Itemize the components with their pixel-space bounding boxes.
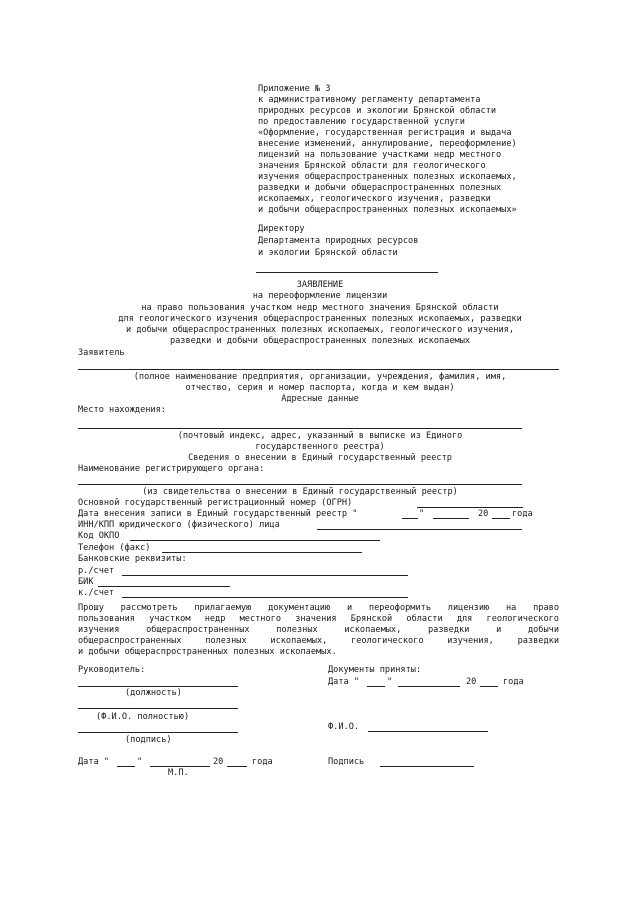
date-right-suffix: года <box>503 677 524 687</box>
heading-line: на право пользования участком недр местного значения Брянской области <box>141 303 499 313</box>
request-line: общераспространенных полезных ископаемых, геологического изучения, разведки <box>78 636 559 646</box>
position-field[interactable] <box>78 686 238 687</box>
date-right-month-field[interactable] <box>398 686 460 687</box>
signature-hint: (подпись) <box>125 735 172 745</box>
record-date-year-field[interactable] <box>492 518 510 519</box>
record-date-label: Дата внесения записи в Единый государственный реестр " <box>78 509 358 519</box>
date-left-quote: " <box>137 757 143 767</box>
addressee-line: Департамента природных ресурсов <box>258 236 419 246</box>
document-title: ЗАЯВЛЕНИЕ <box>296 280 344 290</box>
heading-line: на переоформление лицензии <box>252 291 388 301</box>
record-date-suffix: года <box>512 509 533 519</box>
record-date-day-field[interactable] <box>402 518 418 519</box>
date-right-prefix: Дата " <box>328 677 360 687</box>
addressee-line: Директору <box>258 224 305 234</box>
sign-right-field[interactable] <box>380 766 474 767</box>
phone-field[interactable] <box>162 552 362 553</box>
okpo-label: Код ОКПО <box>78 531 120 541</box>
date-right-day-field[interactable] <box>367 686 385 687</box>
phone-label: Телефон (факс) <box>78 543 151 553</box>
ogrn-label: Основной государственный регистрационный номер (ОГРН) <box>78 498 353 508</box>
head-label: Руководитель: <box>78 665 146 675</box>
position-hint: (должность) <box>125 688 182 698</box>
location-label: Место нахождения: <box>78 405 166 415</box>
corr-account-field[interactable] <box>122 597 408 598</box>
location-hint: государственного реестра) <box>255 442 385 452</box>
heading-line: разведки и добычи общераспространенных полезных ископаемых <box>169 336 471 346</box>
heading-line: и добычи общераспространенных полезных ископаемых, геологического изучения, <box>125 325 515 335</box>
location-hint: (почтовый индекс, адрес, указанный в выписке из Единого <box>177 431 463 441</box>
date-right-year-prefix: 20 <box>466 677 477 687</box>
date-right-year-field[interactable] <box>480 686 498 687</box>
bik-label: БИК <box>78 577 94 587</box>
registry-section-title: Сведения о внесении в Единый государственный реестр <box>188 453 452 463</box>
docs-accepted-label: Документы приняты: <box>328 665 422 675</box>
date-left-month-field[interactable] <box>150 766 210 767</box>
appendix-line: значения Брянской области для геологического <box>258 161 486 171</box>
appendix-line: внесение изменений, аннулирование, переоформление) <box>258 139 517 149</box>
date-left-prefix: Дата " <box>78 757 110 767</box>
okpo-field[interactable] <box>130 540 380 541</box>
request-line: изучения общераспространенных полезных ископаемых, разведки и добычи <box>78 625 559 635</box>
fio-right-field[interactable] <box>368 731 488 732</box>
addressee-line: и экологии Брянской области <box>258 248 398 258</box>
address-section-title: Адресные данные <box>281 394 359 404</box>
registry-hint: (из свидетельства о внесении в Единый государственный реестр) <box>142 487 458 497</box>
bik-field[interactable] <box>98 586 230 587</box>
date-left-suffix: года <box>252 757 273 767</box>
heading-line: для геологического изучения общераспространенных полезных ископаемых, разведки <box>118 314 522 324</box>
location-line[interactable] <box>78 428 522 429</box>
appendix-line: «Оформление, государственная регистрация и выдача <box>258 128 512 138</box>
fio-right-label: Ф.И.О. <box>328 722 360 732</box>
applicant-hint: отчество, серия и номер паспорта, когда и кем выдан) <box>185 383 455 393</box>
appendix-line: разведки и добычи общераспространенных полезных <box>258 183 502 193</box>
appendix-line: ископаемых, геологического изучения, разведки <box>258 194 491 204</box>
stamp-mark: М.П. <box>168 768 189 778</box>
date-left-day-field[interactable] <box>117 766 135 767</box>
appendix-line: по предоставлению государственной услуги <box>258 117 465 127</box>
appendix-title: Приложение № 3 <box>258 84 331 94</box>
corr-account-label: к./счет <box>78 588 115 598</box>
appendix-line: и добычи общераспространенных полезных ископаемых» <box>258 205 517 215</box>
inn-field[interactable] <box>317 529 522 530</box>
request-line: и добычи общераспространенных полезных ископаемых. <box>78 647 337 657</box>
sign-right-label: Подпись <box>328 757 365 767</box>
record-date-quote: " <box>419 509 425 519</box>
applicant-label: Заявитель <box>78 348 125 358</box>
ogrn-field[interactable] <box>417 507 523 508</box>
record-date-year-prefix: 20 <box>478 509 489 519</box>
applicant-hint: (полное наименование предприятия, организации, учреждения, фамилия, имя, <box>133 372 507 382</box>
signature-field[interactable] <box>78 732 238 733</box>
inn-label: ИНН/КПП юридического (физического) лица <box>78 520 280 530</box>
date-left-year-prefix: 20 <box>213 757 224 767</box>
record-date-month-field[interactable] <box>433 518 469 519</box>
appendix-line: изучения общераспространенных полезных ископаемых, <box>258 172 517 182</box>
bank-label: Банковские реквизиты: <box>78 554 187 564</box>
applicant-name-line[interactable] <box>78 369 559 370</box>
appendix-line: природных ресурсов и экологии Брянской области <box>258 106 496 116</box>
request-line: пользования участком недр местного значения Брянской области для геологического <box>78 614 559 624</box>
account-field[interactable] <box>122 575 408 576</box>
addressee-signature-line[interactable] <box>256 272 438 273</box>
appendix-line: лицензий на пользование участками недр местного <box>258 150 502 160</box>
registry-org-label: Наименование регистрирующего органа: <box>78 464 265 474</box>
appendix-line: к административному регламенту департамента <box>258 95 481 105</box>
request-line: Прошу рассмотреть прилагаемую документацию и переоформить лицензию на право <box>78 603 559 613</box>
account-label: р./счет <box>78 566 115 576</box>
registry-org-line[interactable] <box>78 484 522 485</box>
fio-hint: (Ф.И.О. полностью) <box>96 712 190 722</box>
date-left-year-field[interactable] <box>227 766 247 767</box>
fio-field[interactable] <box>78 708 238 709</box>
date-right-quote: " <box>387 677 393 687</box>
